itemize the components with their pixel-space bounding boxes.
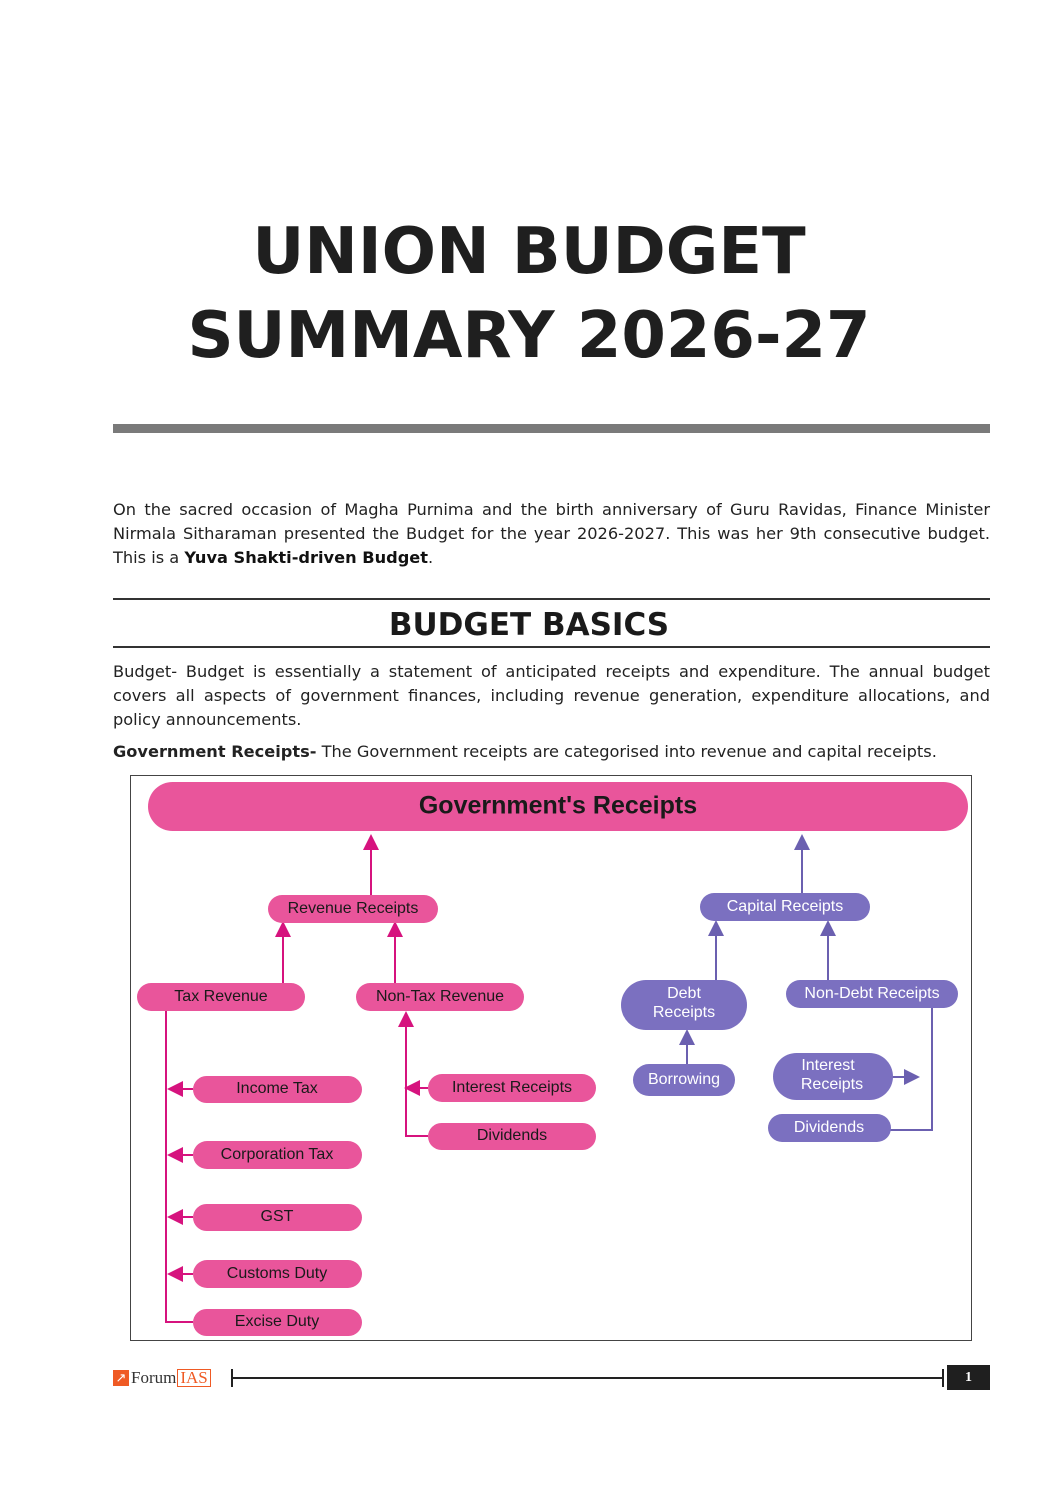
node-debt-receipts-line1: Debt <box>667 985 701 1003</box>
forumias-logo <box>113 1368 211 1388</box>
node-corporation-tax-label: Corporation Tax <box>220 1146 334 1164</box>
receipts-diagram-svg <box>131 776 973 1342</box>
node-dividends-capital-label: Dividends <box>793 1119 865 1137</box>
footer-rule-right-tick <box>942 1369 944 1387</box>
intro-end: . <box>428 548 434 567</box>
node-non-debt-receipts <box>786 980 958 1008</box>
intro-text: On the sacred occasion of Magha Purnima and the birth anniversary of Guru Ravidas, Finance Minister Nirmala Sitharaman presented the Budget for the year 2026-2027. This was her 9th consecutive budget. This is a <box>113 500 990 567</box>
receipts-diagram <box>130 775 972 1341</box>
node-income-tax <box>193 1076 362 1103</box>
page-title <box>0 210 1058 378</box>
connector-tax-spine <box>166 1011 193 1322</box>
node-non-tax-revenue-label: Non-Tax Revenue <box>375 988 505 1006</box>
node-borrowing <box>633 1064 735 1096</box>
node-corporation-tax <box>193 1141 362 1169</box>
node-dividends-revenue <box>428 1123 596 1150</box>
section-rule-top <box>113 598 990 600</box>
node-government-receipts-label: Government's Receipts <box>418 791 698 820</box>
node-dividends-revenue-label: Dividends <box>476 1127 548 1145</box>
node-excise-duty <box>193 1309 362 1336</box>
node-debt-receipts <box>621 980 747 1030</box>
section-heading: BUDGET BASICS <box>388 607 670 643</box>
node-gst <box>193 1204 362 1231</box>
receipts-paragraph <box>113 740 990 764</box>
footer-rule <box>231 1377 943 1379</box>
title-line-1: UNION BUDGET <box>252 215 806 289</box>
title-underline-bar <box>113 424 990 433</box>
node-capital-receipts <box>700 893 870 921</box>
node-excise-duty-label: Excise Duty <box>234 1313 320 1331</box>
budget-definition-paragraph: Budget- Budget is essentially a statement of anticipated receipts and expenditure. The annual budget covers all aspects of government finances, including revenue generation, expenditure allocations, and policy announcements. <box>113 662 990 729</box>
node-customs-duty <box>193 1260 362 1288</box>
node-borrowing-label: Borrowing <box>647 1071 721 1089</box>
node-capital-receipts-label: Capital Receipts <box>726 898 844 916</box>
logo-arrow-icon: ↗ <box>113 1370 129 1386</box>
page-number: 1 <box>947 1365 990 1390</box>
connector-nondebt-spine <box>890 1008 932 1130</box>
receipts-text: The Government receipts are categorised into revenue and capital receipts. <box>316 742 937 761</box>
section-rule-bottom <box>113 646 990 648</box>
node-interest-receipts-capital-line1: Interest <box>801 1057 855 1075</box>
logo-forum-text: Forum <box>131 1368 177 1387</box>
connector-nontax-spine <box>406 1015 428 1136</box>
node-income-tax-label: Income Tax <box>236 1080 318 1098</box>
node-interest-receipts-capital-line2: Receipts <box>800 1076 864 1094</box>
title-line-2: SUMMARY 2026-27 <box>187 299 871 373</box>
node-non-tax-revenue <box>356 983 524 1011</box>
node-tax-revenue <box>137 983 305 1011</box>
node-debt-receipts-line2: Receipts <box>652 1004 716 1022</box>
node-gst-label: GST <box>260 1208 294 1226</box>
node-interest-receipts-capital <box>773 1053 893 1100</box>
node-non-debt-receipts-label: Non-Debt Receipts <box>804 985 940 1003</box>
receipts-bold: Government Receipts- <box>113 742 317 761</box>
node-revenue-receipts <box>268 895 438 923</box>
node-interest-receipts-revenue-label: Interest Receipts <box>451 1079 573 1097</box>
node-dividends-capital <box>768 1114 891 1142</box>
node-customs-duty-label: Customs Duty <box>226 1265 328 1283</box>
intro-paragraph <box>113 498 990 570</box>
node-interest-receipts-revenue <box>428 1074 596 1102</box>
logo-ias-text: IAS <box>177 1369 210 1387</box>
node-revenue-receipts-label: Revenue Receipts <box>287 900 419 918</box>
node-government-receipts <box>148 782 968 831</box>
intro-bold: Yuva Shakti-driven Budget <box>184 548 428 567</box>
node-tax-revenue-label: Tax Revenue <box>174 988 268 1006</box>
